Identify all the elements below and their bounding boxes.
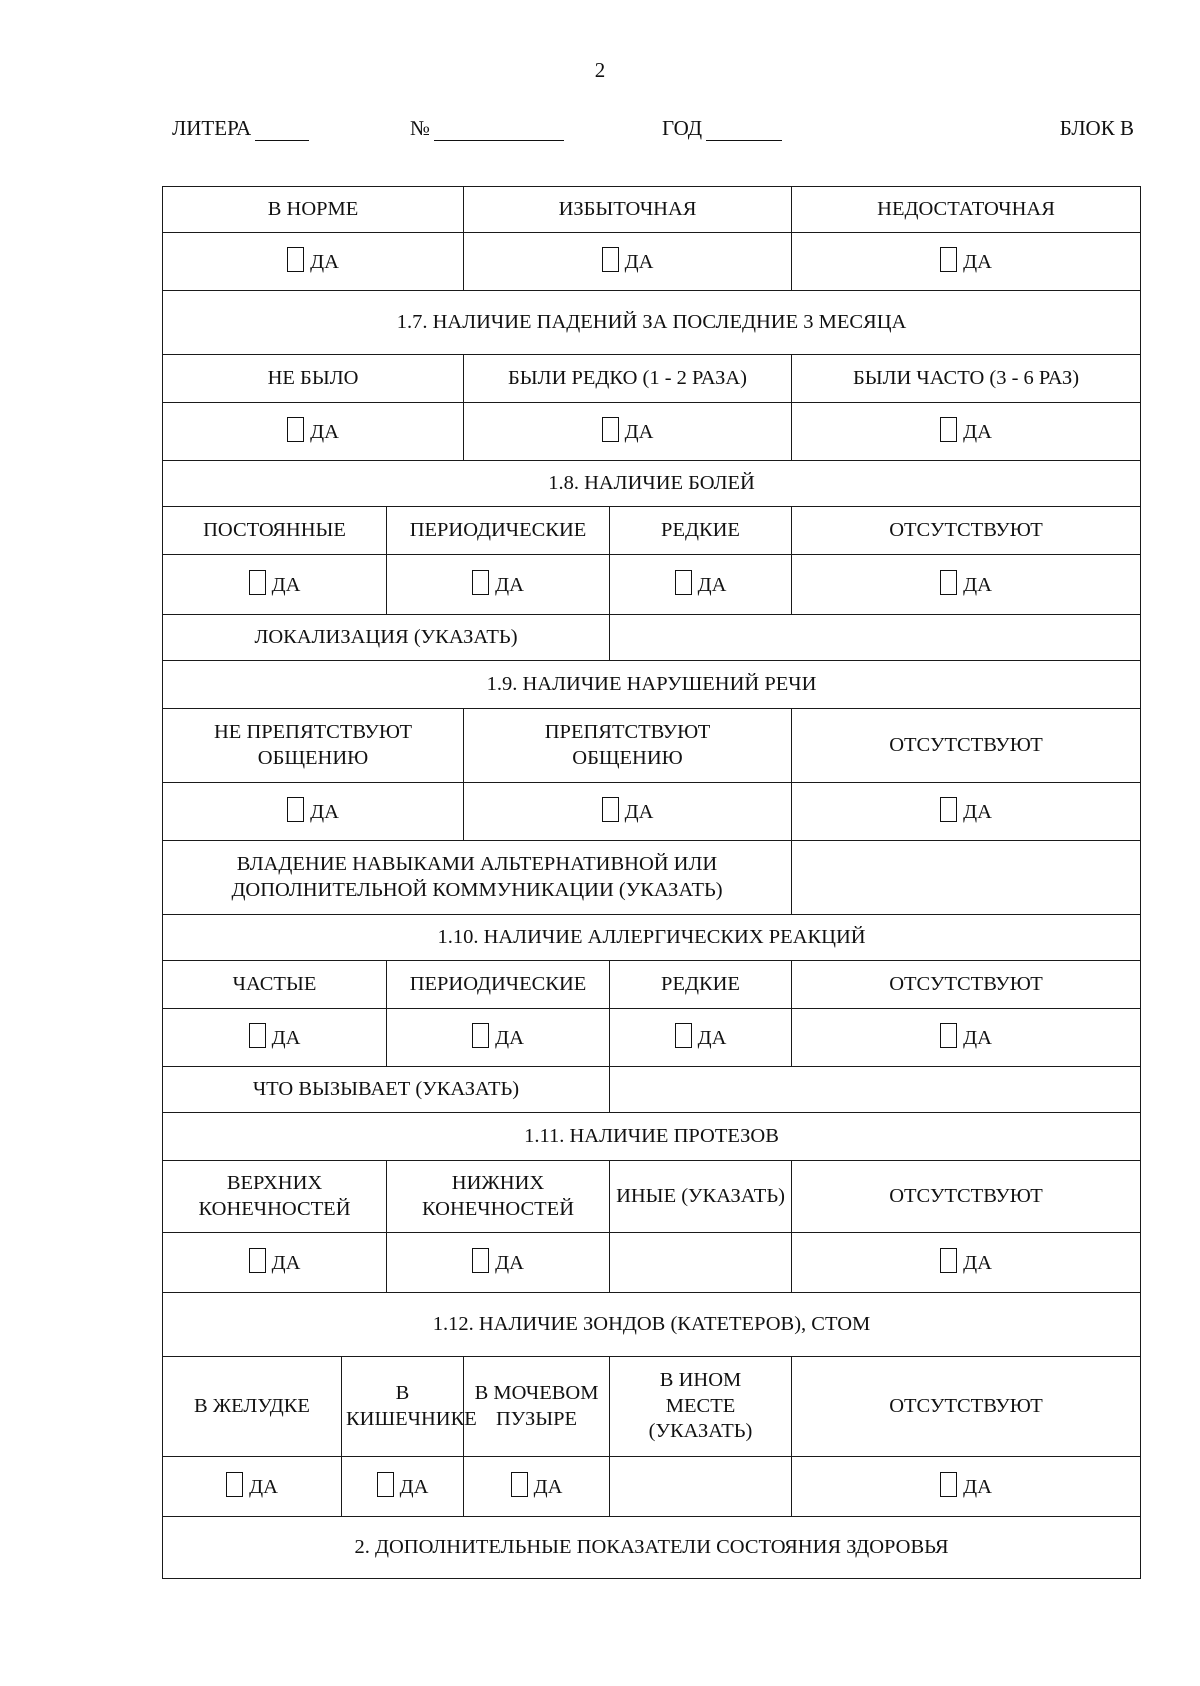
prosthesis-option <box>610 1161 792 1233</box>
checkbox-label: ДА <box>271 1027 301 1050</box>
checkbox-label: ДА <box>963 421 992 444</box>
allergy-cause-label: ЧТО ВЫЗЫВАЕТ (УКАЗАТЬ) <box>163 1067 610 1113</box>
checkbox-label: ДА <box>963 251 992 274</box>
falls-option: НЕ БЫЛО <box>163 355 464 403</box>
checkbox[interactable] <box>940 417 957 442</box>
speech-option <box>792 709 1141 783</box>
falls-section-header <box>163 291 1141 355</box>
prosthesis-checkbox-row <box>163 1233 1141 1293</box>
section-title: 2. ДОПОЛНИТЕЛЬНЫЕ ПОКАЗАТЕЛИ СОСТОЯНИЯ ЗДОРОВЬЯ <box>163 1517 1141 1579</box>
checkbox-cell <box>464 233 792 291</box>
probes-option-line: ПУЗЫРЕ <box>495 1407 578 1430</box>
checkbox-label: ДА <box>271 574 301 597</box>
checkbox-cell <box>163 1457 342 1517</box>
weight-option: НЕДОСТАТОЧНАЯ <box>792 187 1141 233</box>
alt-communication-label <box>163 841 792 915</box>
checkbox[interactable] <box>602 797 619 822</box>
checkbox-label: ДА <box>495 1027 524 1050</box>
checkbox[interactable] <box>511 1472 528 1497</box>
checkbox-cell <box>464 783 792 841</box>
checkbox-cell <box>610 1009 792 1067</box>
checkbox[interactable] <box>287 247 304 272</box>
pain-checkbox-row <box>163 555 1141 615</box>
health-form-table <box>162 186 1141 1579</box>
alt-communication-line: ДОПОЛНИТЕЛЬНОЙ КОММУНИКАЦИИ (УКАЗАТЬ) <box>231 878 723 901</box>
checkbox-label: ДА <box>697 574 727 597</box>
probes-option <box>792 1357 1141 1457</box>
probes-option-line: (УКАЗАТЬ) <box>648 1420 753 1443</box>
checkbox[interactable] <box>940 797 957 822</box>
probes-option-line: В КИШЕЧНИКЕ <box>346 1381 477 1430</box>
prosthesis-options-row <box>163 1161 1141 1233</box>
checkbox[interactable] <box>249 1023 266 1048</box>
checkbox-cell <box>792 233 1141 291</box>
checkbox-label: ДА <box>495 574 524 597</box>
checkbox-cell <box>792 1233 1141 1293</box>
checkbox-cell <box>163 783 464 841</box>
checkbox-cell <box>387 555 610 615</box>
speech-checkbox-row <box>163 783 1141 841</box>
probes-other-input[interactable] <box>610 1457 792 1517</box>
weight-options-row <box>163 187 1141 233</box>
allergy-section-header <box>163 915 1141 961</box>
pain-options-row <box>163 507 1141 555</box>
pain-option: ПОСТОЯННЫЕ <box>163 507 387 555</box>
checkbox-label: ДА <box>399 1476 429 1499</box>
checkbox-label: ДА <box>310 801 339 824</box>
litera-field <box>172 116 309 141</box>
localization-label: ЛОКАЛИЗАЦИЯ (УКАЗАТЬ) <box>163 615 610 661</box>
checkbox[interactable] <box>249 1248 266 1273</box>
checkbox[interactable] <box>287 797 304 822</box>
number-input-line[interactable] <box>434 120 564 141</box>
allergy-option: ПЕРИОДИЧЕСКИЕ <box>387 961 610 1009</box>
checkbox[interactable] <box>940 1023 957 1048</box>
prosthesis-option <box>163 1161 387 1233</box>
checkbox-label: ДА <box>533 1476 563 1499</box>
checkbox[interactable] <box>940 247 957 272</box>
checkbox-label: ДА <box>963 801 992 824</box>
page-number: 2 <box>594 58 606 82</box>
checkbox[interactable] <box>472 570 489 595</box>
probes-option-line: В ИНОМ <box>659 1369 742 1392</box>
checkbox[interactable] <box>226 1472 243 1497</box>
checkbox-label: ДА <box>963 574 992 597</box>
checkbox[interactable] <box>940 1248 957 1273</box>
prosthesis-option <box>792 1161 1141 1233</box>
block-label: БЛОК В <box>1059 116 1134 140</box>
checkbox-label: ДА <box>310 251 339 274</box>
checkbox-label: ДА <box>624 251 654 274</box>
checkbox[interactable] <box>472 1023 489 1048</box>
section-title: 1.11. НАЛИЧИЕ ПРОТЕЗОВ <box>163 1113 1141 1161</box>
speech-option-line: ОБЩЕНИЮ <box>572 746 683 769</box>
checkbox-label: ДА <box>624 421 654 444</box>
checkbox[interactable] <box>287 417 304 442</box>
weight-option: В НОРМЕ <box>163 187 464 233</box>
probes-option-line: ОТСУТСТВУЮТ <box>889 1394 1043 1417</box>
pain-localization-row <box>163 615 1141 661</box>
checkbox-label: ДА <box>271 1252 301 1275</box>
allergy-cause-input[interactable] <box>610 1067 1141 1113</box>
checkbox-cell <box>464 403 792 461</box>
section2-header <box>163 1517 1141 1579</box>
prosthesis-option-line: КОНЕЧНОСТЕЙ <box>422 1197 574 1220</box>
checkbox[interactable] <box>472 1248 489 1273</box>
alt-communication-line: ВЛАДЕНИЕ НАВЫКАМИ АЛЬТЕРНАТИВНОЙ ИЛИ <box>236 852 718 875</box>
year-field <box>662 116 782 141</box>
probes-option-line: В МОЧЕВОМ <box>474 1381 599 1404</box>
checkbox-cell <box>464 1457 610 1517</box>
section-title: 1.9. НАЛИЧИЕ НАРУШЕНИЙ РЕЧИ <box>163 661 1141 709</box>
year-input-line[interactable] <box>706 120 782 141</box>
probes-options-row <box>163 1357 1141 1457</box>
section-title: 1.10. НАЛИЧИЕ АЛЛЕРГИЧЕСКИХ РЕАКЦИЙ <box>163 915 1141 961</box>
checkbox-label: ДА <box>963 1027 992 1050</box>
number-label: № <box>410 116 431 140</box>
speech-option-line: НЕ ПРЕПЯТСТВУЮТ <box>214 720 412 743</box>
checkbox-cell <box>163 403 464 461</box>
speech-option-line: ПРЕПЯТСТВУЮТ <box>544 720 711 743</box>
checkbox-label: ДА <box>963 1252 992 1275</box>
allergy-checkbox-row <box>163 1009 1141 1067</box>
allergy-option: ОТСУТСТВУЮТ <box>792 961 1141 1009</box>
pain-option: ОТСУТСТВУЮТ <box>792 507 1141 555</box>
alt-communication-row <box>163 841 1141 915</box>
speech-option-line: ОТСУТСТВУЮТ <box>889 733 1043 756</box>
pain-section-header <box>163 461 1141 507</box>
section-title: 1.7. НАЛИЧИЕ ПАДЕНИЙ ЗА ПОСЛЕДНИЕ 3 МЕСЯЦА <box>163 291 1141 355</box>
checkbox-label: ДА <box>249 1476 278 1499</box>
checkbox-cell <box>342 1457 464 1517</box>
speech-option-line: ОБЩЕНИЮ <box>257 746 369 769</box>
probes-option <box>464 1357 610 1457</box>
checkbox-cell <box>792 403 1141 461</box>
checkbox-cell <box>610 555 792 615</box>
checkbox-label: ДА <box>697 1027 727 1050</box>
checkbox-cell <box>163 555 387 615</box>
checkbox[interactable] <box>940 1472 957 1497</box>
speech-options-row <box>163 709 1141 783</box>
checkbox-cell <box>163 1233 387 1293</box>
falls-option: БЫЛИ ЧАСТО (3 - 6 РАЗ) <box>792 355 1141 403</box>
speech-option <box>163 709 464 783</box>
prosthesis-option-line: ИНЫЕ (УКАЗАТЬ) <box>616 1184 785 1207</box>
year-label: ГОД <box>662 116 703 140</box>
falls-options-row <box>163 355 1141 403</box>
checkbox[interactable] <box>602 417 619 442</box>
checkbox-label: ДА <box>624 801 654 824</box>
falls-option: БЫЛИ РЕДКО (1 - 2 РАЗА) <box>464 355 792 403</box>
prosthesis-section-header <box>163 1113 1141 1161</box>
checkbox-cell <box>163 1009 387 1067</box>
localization-input[interactable] <box>610 615 1141 661</box>
checkbox-cell <box>792 1457 1141 1517</box>
number-field <box>410 116 564 141</box>
checkbox-cell <box>163 233 464 291</box>
speech-section-header <box>163 661 1141 709</box>
checkbox[interactable] <box>675 1023 692 1048</box>
litera-input-line[interactable] <box>255 120 309 141</box>
checkbox-cell <box>792 1009 1141 1067</box>
checkbox-label: ДА <box>963 1476 992 1499</box>
weight-checkbox-row <box>163 233 1141 291</box>
form-header <box>172 116 1134 146</box>
alt-communication-input[interactable] <box>792 841 1141 915</box>
checkbox-cell <box>792 555 1141 615</box>
probes-option-line: В ЖЕЛУДКЕ <box>194 1394 310 1417</box>
prosthesis-option <box>387 1161 610 1233</box>
checkbox[interactable] <box>940 570 957 595</box>
probes-section-header <box>163 1293 1141 1357</box>
section-title: 1.8. НАЛИЧИЕ БОЛЕЙ <box>163 461 1141 507</box>
checkbox-cell <box>387 1009 610 1067</box>
probes-option <box>163 1357 342 1457</box>
falls-checkbox-row <box>163 403 1141 461</box>
probes-option <box>610 1357 792 1457</box>
litera-label: ЛИТЕРА <box>172 116 252 140</box>
probes-option <box>342 1357 477 1457</box>
checkbox-label: ДА <box>495 1252 524 1275</box>
checkbox-label: ДА <box>310 421 339 444</box>
checkbox[interactable] <box>602 247 619 272</box>
checkbox-cell <box>792 783 1141 841</box>
prosthesis-other-input[interactable] <box>610 1233 792 1293</box>
probes-option-line: МЕСТЕ <box>665 1394 736 1417</box>
pain-option: ПЕРИОДИЧЕСКИЕ <box>387 507 610 555</box>
prosthesis-option-line: НИЖНИХ <box>451 1171 545 1194</box>
checkbox[interactable] <box>249 570 266 595</box>
section-title: 1.12. НАЛИЧИЕ ЗОНДОВ (КАТЕТЕРОВ), СТОМ <box>163 1293 1141 1357</box>
prosthesis-option-line: ВЕРХНИХ <box>226 1171 323 1194</box>
checkbox[interactable] <box>675 570 692 595</box>
checkbox-cell <box>387 1233 610 1293</box>
weight-option: ИЗБЫТОЧНАЯ <box>464 187 792 233</box>
probes-checkbox-row <box>163 1457 1141 1517</box>
pain-option: РЕДКИЕ <box>610 507 792 555</box>
allergy-options-row <box>163 961 1141 1009</box>
allergy-option: ЧАСТЫЕ <box>163 961 387 1009</box>
allergy-option: РЕДКИЕ <box>610 961 792 1009</box>
speech-option <box>464 709 792 783</box>
prosthesis-option-line: ОТСУТСТВУЮТ <box>889 1184 1043 1207</box>
checkbox[interactable] <box>377 1472 394 1497</box>
prosthesis-option-line: КОНЕЧНОСТЕЙ <box>198 1197 351 1220</box>
allergy-cause-row <box>163 1067 1141 1113</box>
